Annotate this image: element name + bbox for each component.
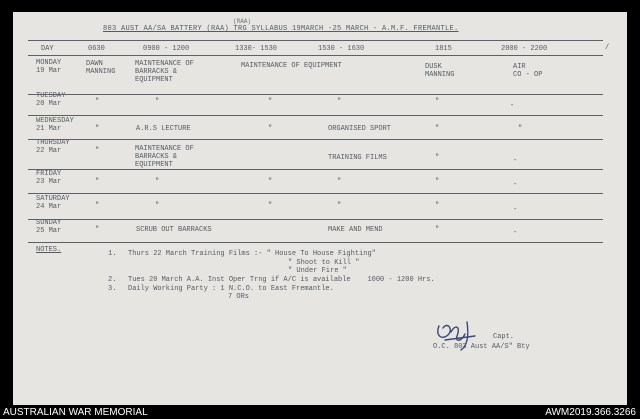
table-cell: " [95, 202, 100, 210]
title-insert: (RAA) [233, 18, 252, 25]
table-cell: " [268, 202, 273, 210]
table-cell: " [268, 98, 273, 106]
table-rule [28, 40, 603, 41]
note-text: Thurs 22 March Training Films :- " House To House Fighting" [128, 250, 376, 258]
table-rule [28, 115, 603, 116]
note-number: 3. [108, 285, 117, 293]
archive-name: AUSTRALIAN WAR MEMORIAL [3, 407, 148, 418]
archive-footer [0, 406, 640, 419]
note-text: " Under Fire " [288, 267, 347, 275]
table-cell: " [155, 202, 160, 210]
table-cell: A.R.S LECTURE [136, 125, 191, 133]
table-cell: " [95, 125, 100, 133]
table-cell: " [337, 202, 342, 210]
row-day-label: MONDAY 19 Mar [36, 59, 62, 75]
col-header-1815: 1815 [435, 45, 452, 53]
note-text: Daily Working Party : 1 N.C.O. to East Fremantle. [128, 285, 334, 293]
col-header-day: DAY [41, 45, 54, 53]
table-cell: " [268, 125, 273, 133]
archive-reference: AWM2019.366.3266 [545, 407, 636, 418]
row-day-label: WEDNESDAY 21 Mar [36, 117, 74, 133]
table-cell: - [513, 229, 518, 237]
table-cell: SCRUB OUT BARRACKS [136, 226, 212, 234]
notes-label: NOTES. [36, 246, 62, 254]
table-cell: " [518, 125, 523, 133]
document-title: 803 AUST AA/SA BATTERY (RAA) TRG SYLLABUS 19MARCH -25 MARCH - A.M.F. FREMANTLE. [103, 25, 459, 33]
note-number: 2. [108, 276, 117, 284]
table-cell: " [435, 125, 440, 133]
table-cell: MAINTENANCE OF EQUIPMENT [241, 62, 342, 70]
row-day-label: THURSDAY 22 Mar [36, 139, 70, 155]
col-header-1530: 1530 - 1630 [318, 45, 365, 53]
col-header-2000: 2000 - 2200 [501, 45, 548, 53]
table-rule [28, 193, 603, 194]
table-cell: MAINTENANCE OF BARRACKS & EQUIPMENT [135, 60, 194, 84]
table-cell: " [155, 98, 160, 106]
note-text: 7 ORs [228, 293, 250, 301]
table-cell: - [513, 157, 518, 165]
table-cell: " [435, 226, 440, 234]
table-cell: " [337, 98, 342, 106]
table-cell: - [513, 206, 518, 214]
table-rule [28, 55, 603, 56]
row-day-label: SATURDAY 24 Mar [36, 195, 70, 211]
table-cell: AIR CO - OP [513, 63, 543, 79]
table-cell: DUSK MANNING [425, 63, 455, 79]
table-cell: " [95, 178, 100, 186]
table-cell: - [513, 181, 518, 189]
signature-line: O.C. 803 Aust AA/S" Bty [433, 343, 530, 351]
table-cell: ORGANISED SPORT [328, 125, 392, 133]
document-page [13, 12, 627, 405]
table-cell: " [155, 178, 160, 186]
table-rule [28, 94, 603, 95]
table-cell: MAINTENANCE OF BARRACKS & EQUIPMENT [135, 145, 194, 169]
col-header-0630: 0630 [88, 45, 105, 53]
row-day-label: TUESDAY 20 Mar [36, 92, 66, 108]
row-day-label: SUNDAY 25 Mar [36, 219, 62, 235]
row-day-label: FRIDAY 23 Mar [36, 170, 62, 186]
note-number: 1. [108, 250, 117, 258]
table-cell: " [435, 98, 440, 106]
table-cell: " [337, 178, 342, 186]
table-rule [28, 139, 603, 140]
table-cell: " [95, 226, 100, 234]
col-header-0900: 0900 - 1200 [143, 45, 190, 53]
note-text: " Shoot to Kill " [288, 259, 360, 267]
note-text: Tues 20 March A.A. Inst Oper Trng if A/C is available 1000 - 1200 Hrs. [128, 276, 435, 284]
table-cell: " [268, 178, 273, 186]
table-rule [28, 219, 603, 220]
table-cell: MAKE AND MEND [328, 226, 383, 234]
table-cell: " [95, 98, 100, 106]
table-cell: - [510, 102, 515, 110]
table-rule [28, 242, 603, 243]
table-cell: " [435, 178, 440, 186]
table-cell: " [435, 154, 440, 162]
signature-rank: Capt. [493, 333, 515, 341]
table-cell: " [435, 202, 440, 210]
table-cell: TRAINING FILMS [328, 154, 387, 162]
table-rule [28, 169, 603, 170]
col-header-1330: 1330- 1530 [235, 45, 278, 53]
table-cell: " [95, 147, 100, 155]
corner-mark: / [605, 44, 610, 52]
table-cell: DAWN MANNING [86, 60, 116, 76]
